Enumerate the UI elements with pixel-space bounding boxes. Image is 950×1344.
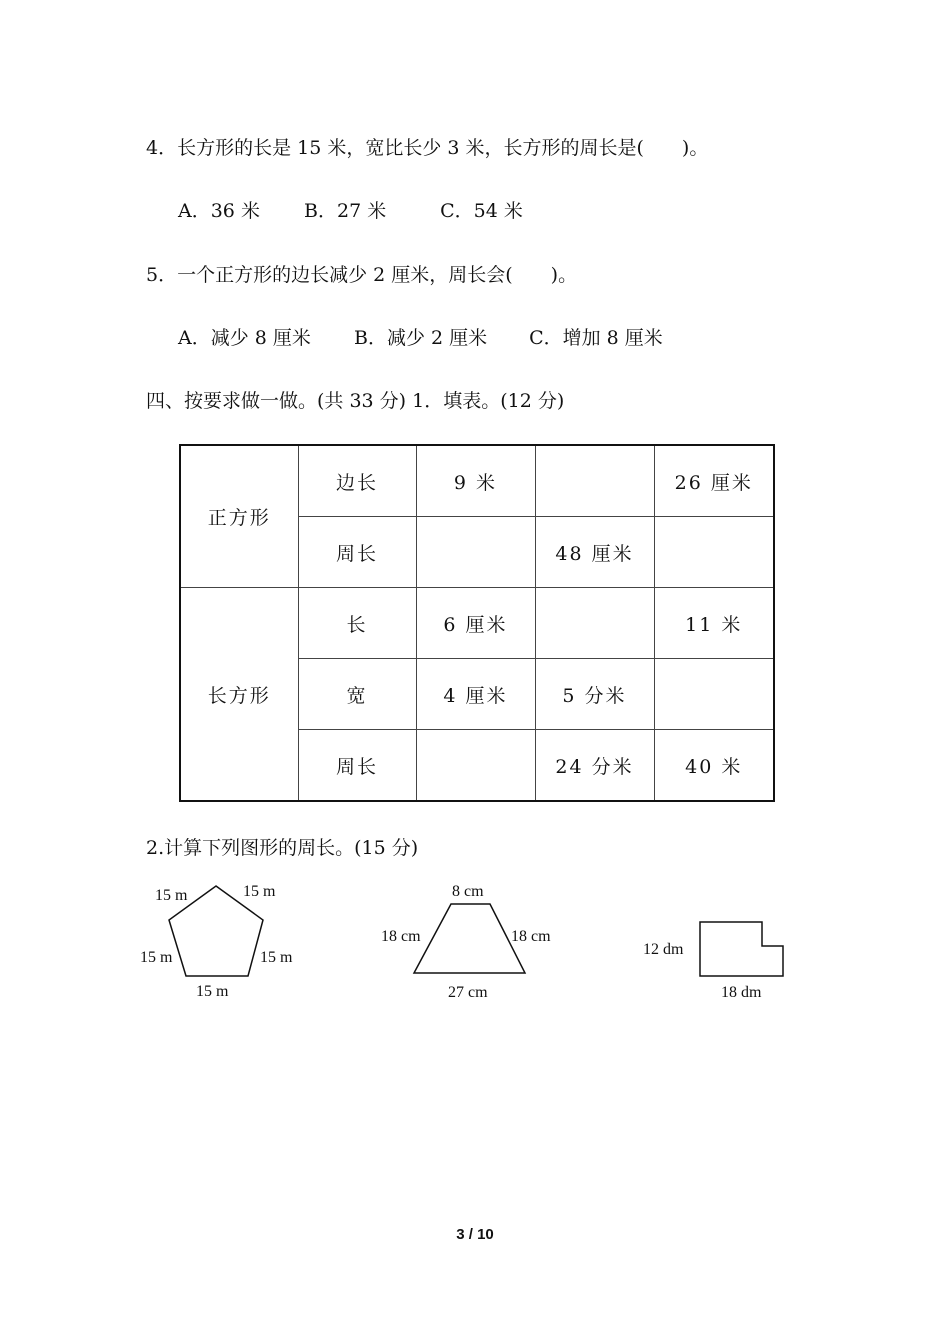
section-4-heading: 四、按要求做一做。(共 33 分) 1．填表。(12 分)	[146, 390, 565, 412]
option-b: B．减少 2 厘米	[354, 327, 488, 349]
table-cell: 40 米	[654, 730, 774, 802]
pentagon-label-bottom: 15 m	[196, 983, 229, 1000]
option-a: A．36 米	[178, 200, 260, 222]
rect-length-label: 长	[298, 588, 416, 659]
table-cell-blank[interactable]	[535, 588, 654, 659]
table-cell: 5 分米	[535, 659, 654, 730]
table-cell: 4 厘米	[416, 659, 535, 730]
fill-in-table	[179, 444, 775, 802]
question-4-text: 4．长方形的长是 15 米，宽比长少 3 米，长方形的周长是( )。	[146, 137, 709, 159]
table-cell: 9 米	[416, 445, 535, 517]
table-cell: 11 米	[654, 588, 774, 659]
pentagon-label-left: 15 m	[140, 949, 173, 966]
rect-width-label: 宽	[298, 659, 416, 730]
question-5-text: 5．一个正方形的边长减少 2 厘米，周长会( )。	[146, 264, 578, 286]
option-a: A．减少 8 厘米	[178, 327, 311, 349]
option-c: C．54 米	[440, 200, 523, 222]
trapezoid-label-right: 18 cm	[511, 928, 551, 945]
pentagon-label-right: 15 m	[260, 949, 293, 966]
rect-perimeter-label: 周长	[298, 730, 416, 802]
question-5-options	[178, 326, 663, 350]
square-side-label: 边长	[298, 445, 416, 517]
l-shape	[700, 922, 783, 976]
trapezoid-label-left: 18 cm	[381, 928, 421, 945]
figures	[0, 870, 950, 1010]
option-c: C．增加 8 厘米	[529, 327, 663, 349]
table-cell: 26 厘米	[654, 445, 774, 517]
table-cell: 6 厘米	[416, 588, 535, 659]
l-shape-label-height: 12 dm	[643, 941, 684, 958]
trapezoid-label-bottom: 27 cm	[448, 984, 488, 1001]
trapezoid-label-top: 8 cm	[452, 883, 484, 900]
table-cell: 48 厘米	[535, 517, 654, 588]
trapezoid-shape	[414, 904, 525, 973]
l-shape-label-width: 18 dm	[721, 984, 762, 1001]
pentagon-label-top-right: 15 m	[243, 883, 276, 900]
pentagon-label-top-left: 15 m	[155, 887, 188, 904]
question-2-heading: 2.计算下列图形的周长。(15 分)	[146, 837, 419, 859]
table-cell-blank[interactable]	[535, 445, 654, 517]
table-cell-blank[interactable]	[654, 659, 774, 730]
page-number: 3 / 10	[456, 1226, 494, 1243]
table-cell-blank[interactable]	[416, 517, 535, 588]
square-label: 正方形	[180, 445, 298, 588]
rect-label: 长方形	[180, 588, 298, 802]
table-cell-blank[interactable]	[416, 730, 535, 802]
question-4-options	[178, 199, 523, 223]
square-perimeter-label: 周长	[298, 517, 416, 588]
table-cell-blank[interactable]	[654, 517, 774, 588]
table-cell: 24 分米	[535, 730, 654, 802]
option-b: B．27 米	[304, 200, 387, 222]
